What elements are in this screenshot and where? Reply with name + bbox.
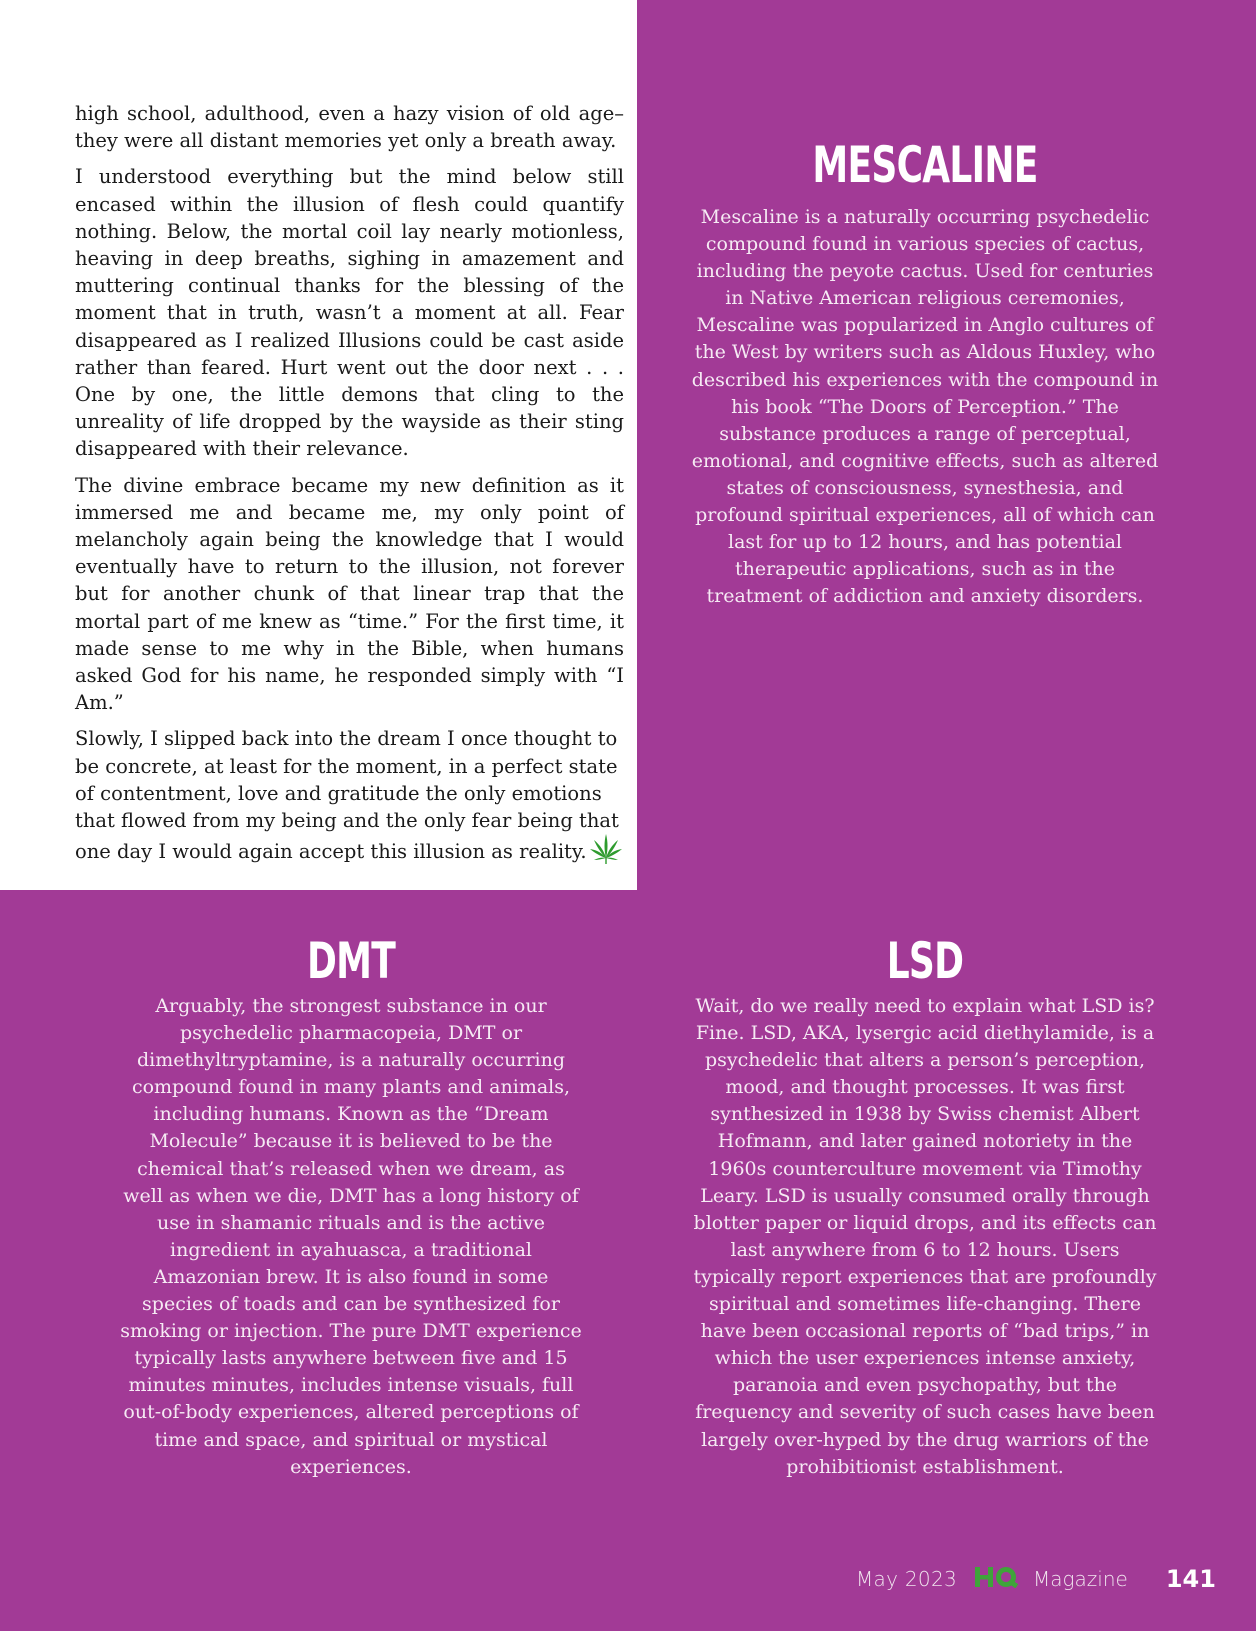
sidebar-title: DMT — [306, 932, 396, 990]
story-paragraph: Slowly, I slipped back into the dream I once thought to be concrete, at least for the moment, in a perfect state of contentment, love and gratitude the only emotions that flowed from my being and the only fear being that one day I would again accept this illusion as reality. — [75, 727, 619, 864]
magazine-name: Magazine — [1033, 1567, 1128, 1591]
page-number: 141 — [1165, 1565, 1216, 1593]
story-paragraph: I understood everything but the mind below still encased within the illusion of flesh could quantify nothing. Below, the mortal coil lay nearly motionless, heaving in deep breaths, sighing in amazement and muttering continual thanks for the blessing of the moment that in truth, wasn’t a moment at all. Fear disappeared as I realized Illusions could be cast aside rather than feared. Hurt went out the door next . . . One by one, the little demons that cling to the unreality of life dropped by the wayside as their sting disappeared with their relevance. — [75, 165, 624, 461]
hq-logo — [975, 1566, 1019, 1592]
lsd-sidebar — [690, 932, 1160, 1481]
sidebar-body: Arguably, the strongest substance in our psychedelic pharmacopeia, DMT or dimethyltryptamine, is a naturally occurring compound found in many plants and animals, including humans. Known as the “Dream Molecule” because it is believed to be the chemical that’s released when we dream, as well as when we die, DMT has a long history of use in shamanic rituals and is the active ingredient in ayahuasca, a traditional Amazonian brew. It is also found in some species of toads and can be synthesized for smoking or injection. The pure DMT experience typically lasts anywhere between five and 15 minutes minutes, includes intense visuals, full out-of-body experiences, altered perceptions of time and space, and spiritual or mystical experiences. — [120, 995, 582, 1478]
story-paragraph: The divine embrace became my new definition as it immersed me and became me, my only point of melancholy again being the knowledge that I would eventually have to return to the illusion, not forever but for another chunk of that linear trap that the mortal part of me knew as “time.” For the first time, it made sense to me why in the Bible, when humans asked God for his name, he responded simply with “I Am.” — [75, 473, 624, 715]
sidebar-title: MESCALINE — [812, 136, 1038, 194]
dmt-sidebar — [116, 932, 586, 1481]
cannabis-leaf-icon — [589, 834, 623, 871]
story-paragraph: high school, adulthood, even a hazy vision of old age– they were all distant memories yet only a breath away. — [75, 102, 624, 153]
sidebar-body: Mescaline is a naturally occurring psychedelic compound found in various species of cactus, including the peyote cactus. Used for centuries in Native American religious ceremonies, Mescaline was popularized in Anglo cultures of the West by writers such as Aldous Huxley, who described his experiences with the compound in his book “The Doors of Perception.” The substance produces a range of perceptual, emotional, and cognitive effects, such as altered states of consciousness, synesthesia, and profound spiritual experiences, all of which can last for up to 12 hours, and has potential therapeutic applications, such as in the treatment of addiction and anxiety disorders. — [691, 206, 1159, 608]
mescaline-sidebar — [690, 136, 1160, 610]
story-text — [75, 100, 624, 880]
sidebar-title: LSD — [886, 932, 964, 990]
issue-date: May 2023 — [856, 1567, 958, 1591]
story-paragraph-final — [75, 725, 624, 871]
page-footer — [856, 1564, 1216, 1594]
sidebar-body: Wait, do we really need to explain what LSD is? Fine. LSD, AKA, lysergic acid diethylamide, is a psychedelic that alters a person’s perception, mood, and thought processes. It was first synthesized in 1938 by Swiss chemist Albert Hofmann, and later gained notoriety in the 1960s counterculture movement via Timothy Leary. LSD is usually consumed orally through blotter paper or liquid drops, and its effects can last anywhere from 6 to 12 hours. Users typically report experiences that are profoundly spiritual and sometimes life-changing. There have been occasional reports of “bad trips,” in which the user experiences intense anxiety, paranoia and even psychopathy, but the frequency and severity of such cases have been largely over-hyped by the drug warriors of the prohibitionist establishment. — [693, 995, 1157, 1478]
